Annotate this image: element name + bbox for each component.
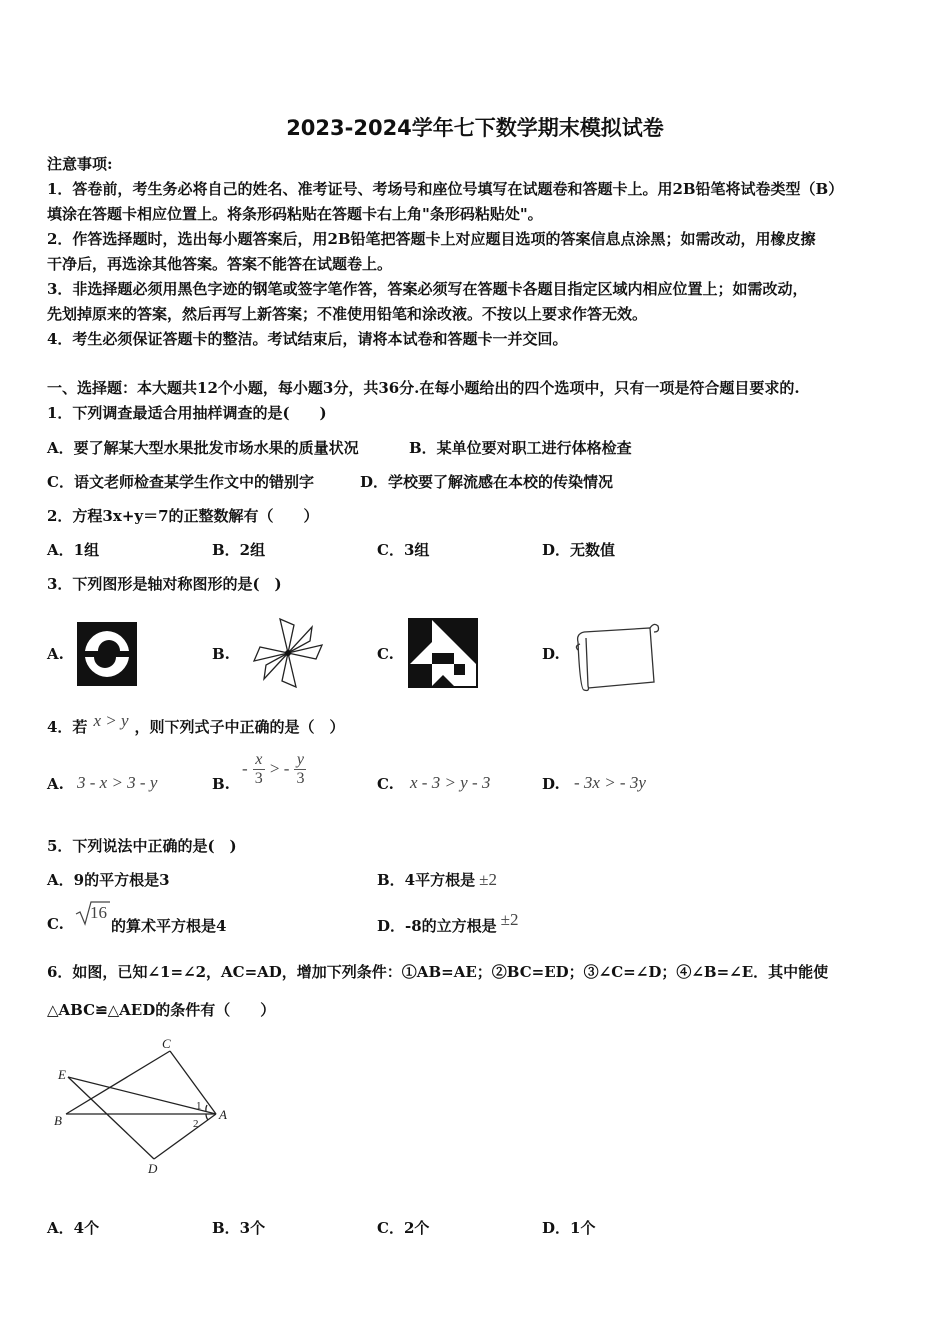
q3-option-d-label: D. [542, 645, 560, 663]
q6-option-d: D．1个 [542, 1219, 596, 1237]
q3-stem: 3．下列图形是轴对称图形的是( ) [47, 575, 282, 593]
q4-option-b-math [242, 751, 306, 788]
q5-option-a: A．9的平方根是3 [47, 871, 170, 889]
q5-stem: 5．下列说法中正确的是( ) [47, 837, 237, 855]
page-title: 2023-2024学年七下数学期末模拟试卷 [286, 116, 664, 140]
q3-option-c-label: C. [377, 645, 394, 663]
q4-option-d-math: - 3x > - 3y [574, 773, 646, 792]
figure-d-scroll [570, 620, 662, 694]
label-C: C [162, 1036, 171, 1051]
q2-stem: 2．方程3x+y＝7的正整数解有（ ） [47, 507, 319, 525]
q5-option-d [377, 910, 519, 936]
q4-b-den2: 3 [296, 770, 305, 787]
figure-a-swirl [76, 621, 138, 687]
label-A: A [219, 1107, 227, 1122]
q4-b-den1: 3 [254, 770, 263, 787]
q4-option-a-label: A. [47, 775, 64, 793]
q4-option-a-math: 3 - x > 3 - y [77, 773, 158, 792]
q4-stem-post: ，则下列式子中正确的是（ ） [134, 718, 345, 736]
segment-DA [154, 1114, 216, 1159]
q5-d-text: D．-8的立方根是 [377, 917, 497, 935]
label-E: E [58, 1067, 66, 1082]
label-angle-1: 1 [196, 1100, 202, 1112]
q5-b-text: B．4平方根是 [377, 871, 476, 889]
q4-stem-pre: 4．若 [47, 718, 88, 736]
notice-line: 先划掉原来的答案，然后再写上新答案；不准使用铅笔和涂改液。不按以上要求作答无效。 [47, 305, 648, 323]
label-B: B [54, 1113, 62, 1128]
q4-option-b-label: B. [212, 775, 230, 793]
q6-geometry-figure [50, 1035, 240, 1180]
q5-c-text: 的算术平方根是4 [111, 917, 227, 935]
q6-option-b: B．3个 [212, 1219, 266, 1237]
q5-b-math: ±2 [479, 870, 497, 889]
figure-b-pinwheel [250, 615, 326, 691]
angle-1-arc [206, 1105, 207, 1111]
q2-option-b: B．2组 [212, 541, 266, 559]
notice-line: 2．作答选择题时，选出每小题答案后，用2B铅笔把答题卡上对应题目选项的答案信息点涂黑；如需改动，用橡皮擦 [47, 230, 816, 248]
label-angle-2: 2 [193, 1118, 199, 1130]
notice-line: 填涂在答题卡相应位置上。将条形码粘贴在答题卡右上角"条形码粘贴处"。 [47, 205, 543, 223]
q4-b-frac1 [253, 751, 265, 788]
section-heading: 一、选择题：本大题共12个小题，每小题3分，共36分.在每小题给出的四个选项中，只有一项是符合题目要求的. [47, 379, 800, 397]
q2-option-a: A．1组 [47, 541, 100, 559]
q4-option-d-label: D. [542, 775, 560, 793]
q6-stem-line2: △ABC≌△AED的条件有（ ） [47, 1001, 276, 1019]
q2-option-c: C．3组 [377, 541, 430, 559]
figure-c-pattern [408, 618, 478, 688]
q4-b-num1: x [253, 751, 265, 770]
q1-option-a: A．要了解某大型水果批发市场水果的质量状况 [47, 439, 359, 457]
notice-line: 3．非选择题必须用黑色字迹的钢笔或签字笔作答，答案必须写在答题卡各题目指定区域内相应位置上；如需改动， [47, 280, 808, 298]
q5-option-c-label: C. [47, 915, 64, 933]
q4-stem-math: x > y [93, 711, 129, 730]
q3-option-a-label: A. [47, 645, 64, 663]
q4-b-frac2 [294, 751, 306, 788]
label-D: D [148, 1161, 158, 1176]
angle-2-arc [206, 1114, 208, 1120]
notice-line: 4．考生必须保证答题卡的整洁。考试结束后，请将本试卷和答题卡一并交回。 [47, 330, 568, 348]
q6-option-a: A．4个 [47, 1219, 100, 1237]
q1-stem: 1．下列调查最适合用抽样调查的是( ) [47, 404, 327, 422]
q6-stem-line1: 6．如图，已知∠1=∠2，AC=AD，增加下列条件：①AB=AE；②BC=ED；③∠C=∠D；④∠B=∠E．其中能使 [47, 963, 829, 981]
segment-BC [66, 1051, 170, 1114]
q4-b-mid: > - [269, 759, 290, 778]
q5-option-b [377, 869, 497, 890]
q1-option-c: C．语文老师检查某学生作文中的错别字 [47, 473, 314, 491]
notice-line: 干净后，再选涂其他答案。答案不能答在试题卷上。 [47, 255, 393, 273]
q3-option-b-label: B. [212, 645, 230, 663]
q5-c-radicand: 16 [90, 903, 107, 922]
segment-ED [68, 1077, 154, 1159]
q4-stem [47, 711, 345, 737]
q5-d-math: ±2 [500, 910, 519, 929]
q4-b-minus: - [242, 759, 248, 778]
q2-option-d: D．无数值 [542, 541, 616, 559]
notice-heading: 注意事项: [47, 155, 113, 173]
q1-option-d: D．学校要了解流感在本校的传染情况 [360, 473, 614, 491]
q4-option-c-math: x - 3 > y - 3 [410, 773, 491, 792]
q1-option-b: B．某单位要对职工进行体格检查 [409, 439, 632, 457]
q4-b-num2: y [294, 751, 306, 770]
notice-line: 1．答卷前，考生务必将自己的姓名、准考证号、考场号和座位号填写在试题卷和答题卡上。用2B铅笔将试卷类型（B） [47, 180, 844, 198]
q4-option-c-label: C. [377, 775, 394, 793]
q6-option-c: C．2个 [377, 1219, 430, 1237]
